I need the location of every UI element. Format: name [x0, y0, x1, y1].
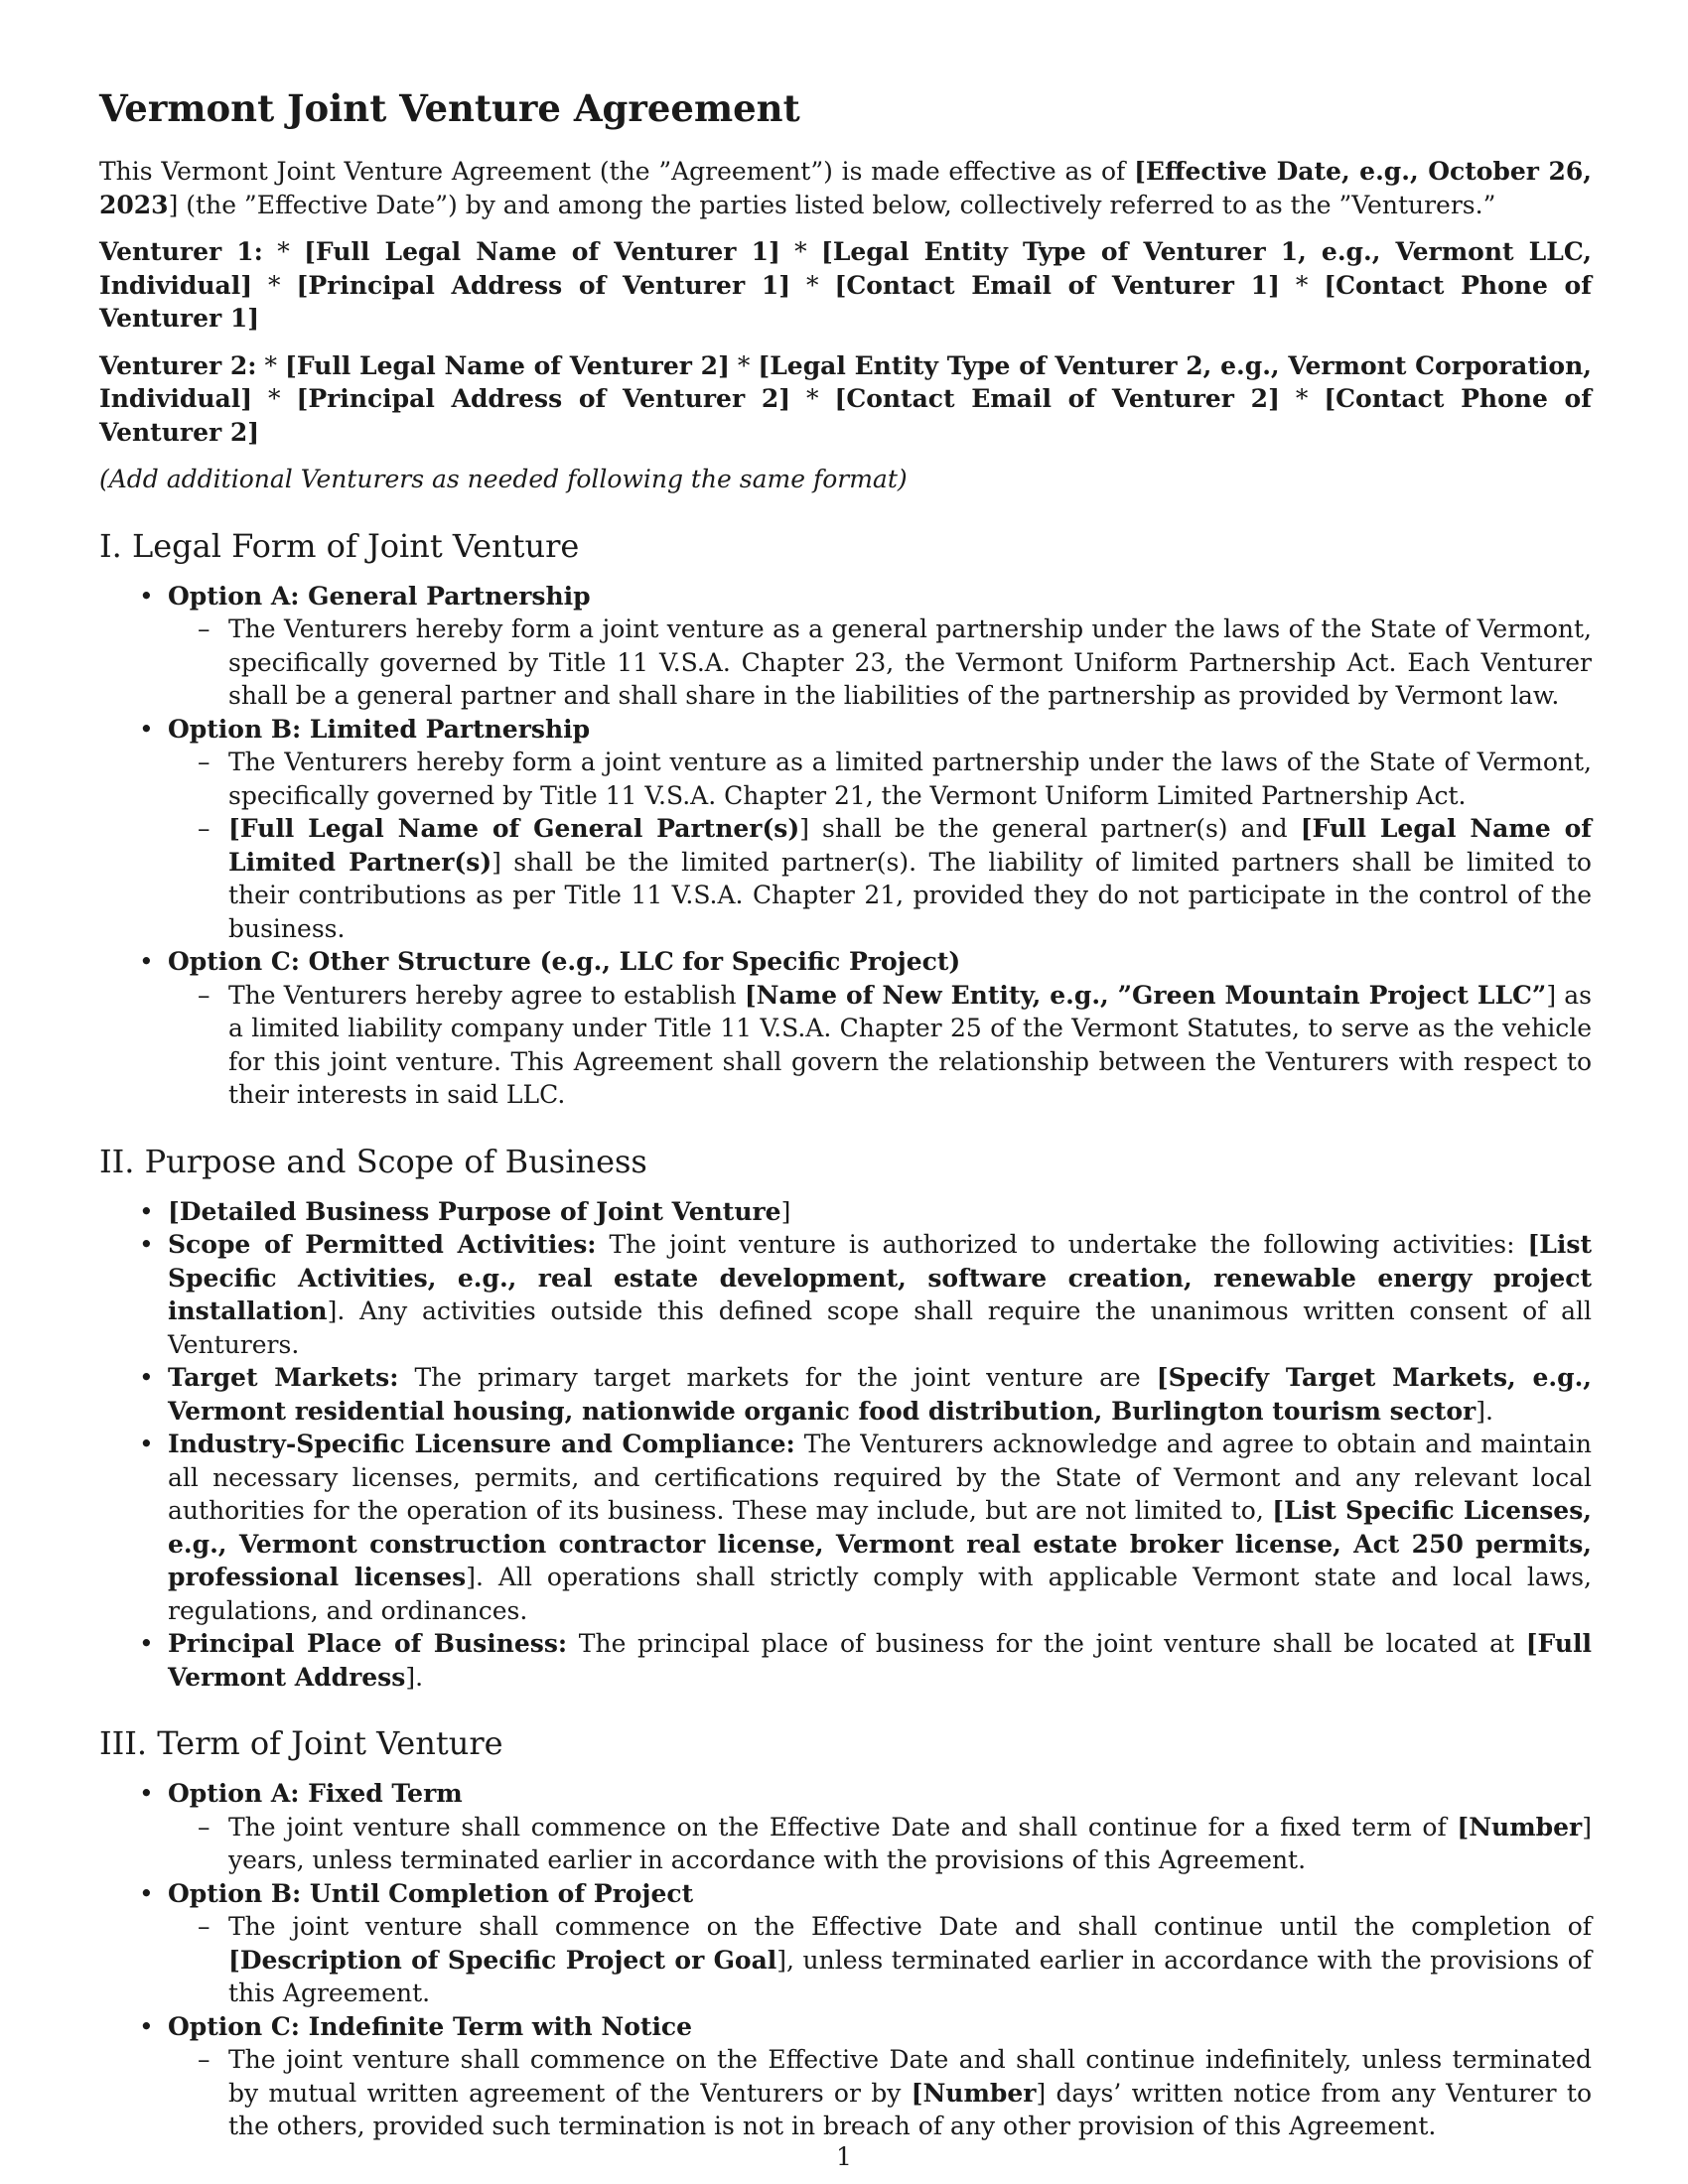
option-label: Option C: Indefinite Term with Notice [168, 2011, 693, 2041]
sub-list-item: – The Venturers hereby agree to establish [Name of New Entity, e.g., ”Green Mountain Project LLC”] as a limited liability company under Title 11 V.S.A. Chapter 25 of the Vermont Statutes, to serve as the vehicle for this joint venture. This Agreement shall govern the relationship between the Venturers with respect to their interests in said LLC. [168, 979, 1592, 1112]
list-item [99, 1877, 1592, 2010]
list-item [99, 580, 1592, 713]
section-2-heading: II. Purpose and Scope of Business [99, 1142, 647, 1180]
effective-date-placeholder: [Effective Date, e.g., October 26, 2023 [99, 157, 1592, 219]
section-3-heading: III. Term of Joint Venture [99, 1724, 503, 1762]
list-item [99, 2010, 1592, 2143]
section-1-list [99, 580, 1592, 1112]
option-label: Option C: Other Structure (e.g., LLC for Specific Project) [168, 947, 961, 976]
sub-list-item: – The joint venture shall commence on the Effective Date and shall continue for a fixed term of [Number] years, unless terminated earlier in accordance with the provisions of this Agreement. [168, 1811, 1592, 1877]
document-title: Vermont Joint Venture Agreement [99, 86, 800, 130]
list-item: • Scope of Permitted Activities: The joint venture is authorized to undertake the following activities: [List Specific Activities, e.g., real estate development, software creation, renewable energy project installation]. Any activities outside this defined scope shall require the unanimous written consent of all Venturers. [99, 1228, 1592, 1361]
additional-venturers-note: (Add additional Venturers as needed following the same format) [99, 465, 908, 493]
option-label: Option B: Limited Partnership [168, 714, 591, 744]
sub-list-item: – The joint venture shall commence on the Effective Date and shall continue indefinitely, unless terminated by mutual written agreement of the Venturers or by [Number] days’ written notice from any Venturer to the others, provided such termination is not in breach of any other provision of this Agreement. [168, 2043, 1592, 2143]
option-label: Option B: Until Completion of Project [168, 1878, 694, 1908]
list-item: • Industry-Specific Licensure and Compliance: The Venturers acknowledge and agree to obtain and maintain all necessary licenses, permits, and certifications required by the State of Vermont and any relevant local authorities for the operation of its business. These may include, but are not limited to, [List Specific Licenses, e.g., Vermont construction contractor license, Vermont real estate broker license, Act 250 permits, professional licenses]. All operations shall strictly comply with applicable Vermont state and local laws, regulations, and ordinances. [99, 1428, 1592, 1627]
venturer-1-block: Venturer 1: * [Full Legal Name of Venturer 1] * [Legal Entity Type of Venturer 1, e.g., Vermont LLC, Individual] * [Principal Address of Venturer 1] * [Contact Email of Venturer 1] * [Contact Phone of Venturer 1] [99, 237, 1592, 333]
option-label: Option A: General Partnership [168, 581, 591, 611]
list-item [99, 713, 1592, 946]
sub-list-item: – The joint venture shall commence on the Effective Date and shall continue until the completion of [Description of Specific Project or Goal], unless terminated earlier in accordance with the provisions of this Agreement. [168, 1910, 1592, 2010]
venturer-2-label: Venturer 2: [99, 350, 257, 380]
sub-list-item: – [Full Legal Name of General Partner(s)] shall be the general partner(s) and [Full Legal Name of Limited Partner(s)] shall be the limited partner(s). The liability of limited partners shall be limited to their contributions as per Title 11 V.S.A. Chapter 21, provided they do not participate in the control of the business. [168, 812, 1592, 945]
list-item: • Target Markets: The primary target markets for the joint venture are [Specify Target Markets, e.g., Vermont residential housing, nationwide organic food distribution, Burlington tourism sector]. [99, 1361, 1592, 1428]
sub-list-item: – The Venturers hereby form a joint venture as a limited partnership under the laws of the State of Vermont, specifically governed by Title 11 V.S.A. Chapter 21, the Vermont Uniform Limited Partnership Act. [168, 746, 1592, 812]
venturer-1-label: Venturer 1: [99, 237, 263, 266]
option-label: Option A: Fixed Term [168, 1779, 463, 1808]
list-item: • [Detailed Business Purpose of Joint Venture] [99, 1195, 1592, 1229]
sub-list-item: – The Venturers hereby form a joint venture as a general partnership under the laws of the State of Vermont, specifically governed by Title 11 V.S.A. Chapter 23, the Vermont Uniform Partnership Act. Each Venturer shall be a general partner and shall share in the liabilities of the partnership as provided by Vermont law. [168, 613, 1592, 713]
section-1-heading: I. Legal Form of Joint Venture [99, 526, 580, 565]
document-page [99, 85, 1592, 2173]
page-number: 1 [836, 2142, 852, 2171]
section-3-list [99, 1777, 1592, 2143]
venturer-2-block: Venturer 2: * [Full Legal Name of Venturer 2] * [Legal Entity Type of Venturer 2, e.g., Vermont Corporation, Individual] * [Principal Address of Venturer 2] * [Contact Email of Venturer 2] * [Contact Phone of Venturer 2] [99, 350, 1592, 447]
section-2-list [99, 1195, 1592, 1695]
intro-paragraph: This Vermont Joint Venture Agreement (the ”Agreement”) is made effective as of [Effective Date, e.g., October 26, 2023] (the ”Effective Date”) by and among the parties listed below, collectively referred to as the ”Venturers.” [99, 157, 1592, 219]
list-item [99, 945, 1592, 1112]
list-item [99, 1777, 1592, 1877]
list-item: • Principal Place of Business: The principal place of business for the joint venture shall be located at [Full Vermont Address]. [99, 1627, 1592, 1694]
